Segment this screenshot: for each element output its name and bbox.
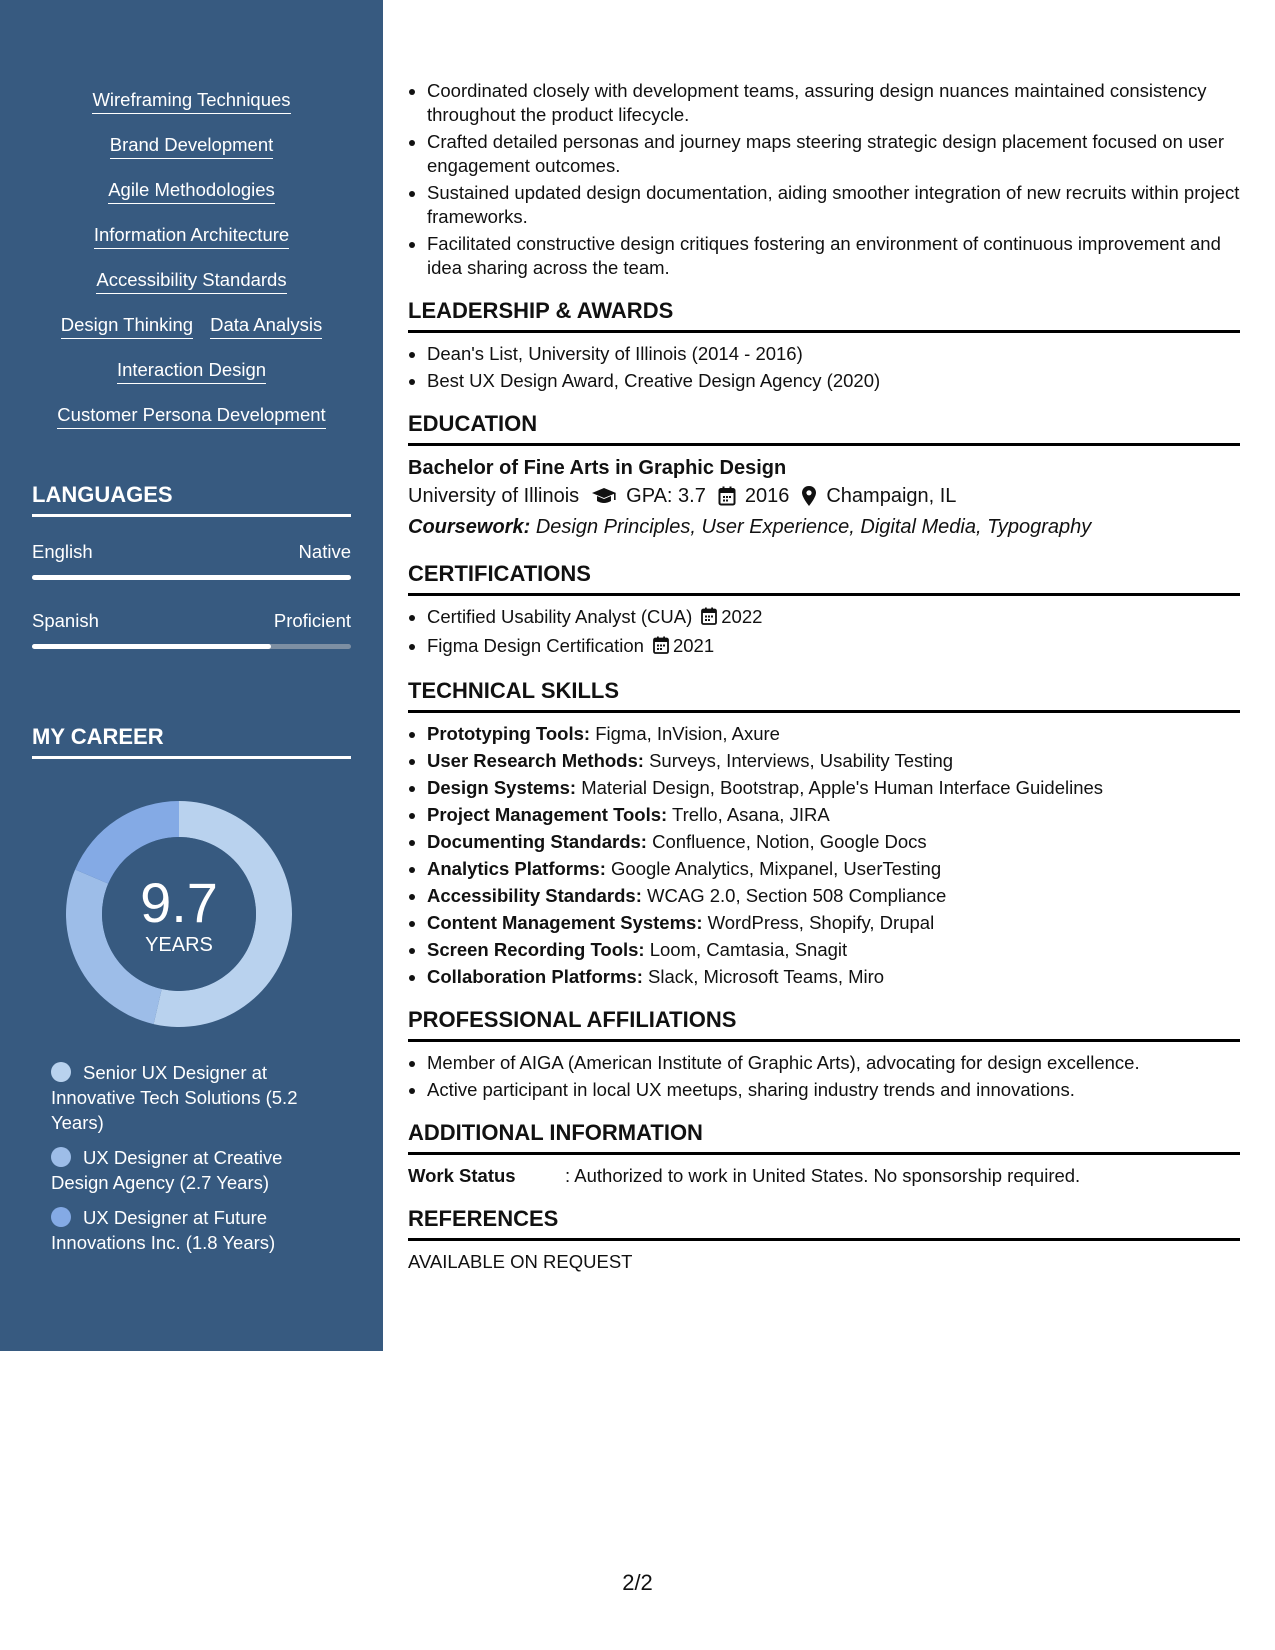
technical-skill-value: Figma, InVision, Axure <box>595 723 780 744</box>
technical-skill-label: Analytics Platforms: <box>427 858 606 879</box>
experience-bullet: • Sustained updated design documentation, aiding smoother integration of new recruits within project frameworks. <box>427 181 1240 229</box>
work-status-row <box>408 1164 1240 1188</box>
technical-skill-value: Trello, Asana, JIRA <box>672 804 830 825</box>
work-status-label: Work Status <box>408 1165 516 1186</box>
language-name: Spanish <box>32 610 99 631</box>
technical-skill-label: Documenting Standards: <box>427 831 647 852</box>
calendar-icon <box>718 486 736 506</box>
calendar-icon <box>701 607 717 631</box>
award-item: • Dean's List, University of Illinois (2014 - 2016) <box>427 342 1240 366</box>
career-unit: YEARS <box>145 934 213 956</box>
language-level: Native <box>298 541 351 562</box>
references-text: AVAILABLE ON REQUEST <box>408 1251 633 1272</box>
skill-row <box>32 88 351 133</box>
education-location: Champaign, IL <box>826 485 957 507</box>
leadership-heading: LEADERSHIP & AWARDS <box>408 298 1240 333</box>
technical-skills-list <box>408 722 1240 989</box>
leadership-list <box>408 342 1240 393</box>
technical-skill-value: Confluence, Notion, Google Docs <box>652 831 927 852</box>
language-level: Proficient <box>273 610 351 631</box>
graduation-year: 2016 <box>744 485 790 507</box>
certification-item <box>427 605 1240 631</box>
language-bar <box>32 644 351 649</box>
experience-bullet: • Facilitated constructive design critiques fostering an environment of continuous improvement and idea sharing across the team. <box>427 232 1240 280</box>
work-status-value: : Authorized to work in United States. No sponsorship required. <box>565 1165 1081 1186</box>
page-number: 2/2 <box>622 1570 653 1595</box>
affiliations-list <box>408 1051 1240 1102</box>
affiliation-item: • Active participant in local UX meetups, sharing industry trends and innovations. <box>427 1078 1240 1102</box>
skill-tag: Data Analysis <box>210 313 322 339</box>
career-total: 9.7 <box>140 871 218 934</box>
skill-row <box>32 268 351 313</box>
language-bar-fill <box>32 575 351 580</box>
skill-tag: Wireframing Techniques <box>92 88 290 114</box>
technical-skill-item <box>427 776 1240 800</box>
technical-skill-value: WordPress, Shopify, Drupal <box>707 912 935 933</box>
gpa: GPA: 3.7 <box>626 485 706 507</box>
technical-skill-item <box>427 965 1240 989</box>
skill-row <box>32 313 351 358</box>
main-content <box>408 79 1240 1274</box>
technical-skill-label: User Research Methods: <box>427 750 644 771</box>
technical-skill-value: Slack, Microsoft Teams, Miro <box>648 966 885 987</box>
technical-skill-item <box>427 749 1240 773</box>
technical-skill-label: Prototyping Tools: <box>427 723 591 744</box>
technical-skill-item <box>427 803 1240 827</box>
certification-item <box>427 634 1240 660</box>
legend-dot-icon <box>51 1147 71 1167</box>
skills-list <box>32 88 351 448</box>
technical-skills-heading: TECHNICAL SKILLS <box>408 678 1240 713</box>
skill-row <box>32 403 351 448</box>
coursework-list: Design Principles, User Experience, Digital Media, Typography <box>535 516 1092 538</box>
languages-heading: LANGUAGES <box>32 482 351 517</box>
career-legend <box>51 1060 341 1265</box>
experience-bullet: • Coordinated closely with development teams, assuring design nuances maintained consistency throughout the product lifecycle. <box>427 79 1240 127</box>
technical-skill-item <box>427 857 1240 881</box>
language-bar-fill <box>32 644 271 649</box>
education-heading: EDUCATION <box>408 411 1240 446</box>
skill-row <box>32 358 351 403</box>
technical-skill-value: Material Design, Bootstrap, Apple's Human Interface Guidelines <box>581 777 1104 798</box>
affiliations-heading: PROFESSIONAL AFFILIATIONS <box>408 1007 1240 1042</box>
references-heading: REFERENCES <box>408 1206 1240 1241</box>
graduation-cap-icon <box>591 487 617 505</box>
technical-skill-label: Screen Recording Tools: <box>427 939 645 960</box>
career-item <box>51 1145 341 1195</box>
language-spanish <box>32 609 351 649</box>
calendar-icon <box>653 636 669 660</box>
skill-tag: Interaction Design <box>117 358 266 384</box>
technical-skill-value: Surveys, Interviews, Usability Testing <box>649 750 954 771</box>
career-item-text: UX Designer at Future Innovations Inc. (1.8 Years) <box>51 1207 276 1253</box>
technical-skill-label: Design Systems: <box>427 777 577 798</box>
experience-bullet: • Crafted detailed personas and journey maps steering strategic design placement focused on user engagement outcomes. <box>427 130 1240 178</box>
certification-year: 2022 <box>721 606 763 627</box>
technical-skill-label: Collaboration Platforms: <box>427 966 643 987</box>
skill-row <box>32 133 351 178</box>
additional-info-heading: ADDITIONAL INFORMATION <box>408 1120 1240 1155</box>
technical-skill-label: Accessibility Standards: <box>427 885 642 906</box>
skill-row <box>32 223 351 268</box>
career-heading: MY CAREER <box>32 724 351 759</box>
technical-skill-item <box>427 938 1240 962</box>
technical-skill-item <box>427 884 1240 908</box>
skill-tag: Accessibility Standards <box>96 268 286 294</box>
language-name: English <box>32 541 93 562</box>
certifications-list <box>408 605 1240 660</box>
coursework-label: Coursework: <box>408 516 531 538</box>
technical-skill-label: Project Management Tools: <box>427 804 668 825</box>
career-item <box>51 1205 341 1255</box>
technical-skill-value: WCAG 2.0, Section 508 Compliance <box>647 885 947 906</box>
skill-tag: Customer Persona Development <box>57 403 325 429</box>
language-bar <box>32 575 351 580</box>
technical-skill-value: Google Analytics, Mixpanel, UserTesting <box>611 858 942 879</box>
legend-dot-icon <box>51 1207 71 1227</box>
technical-skill-value: Loom, Camtasia, Snagit <box>649 939 848 960</box>
technical-skill-item <box>427 830 1240 854</box>
technical-skill-item <box>427 722 1240 746</box>
certification-year: 2021 <box>672 635 715 656</box>
education-details <box>408 481 1240 511</box>
affiliation-item: • Member of AIGA (American Institute of Graphic Arts), advocating for design excellence. <box>427 1051 1240 1075</box>
skill-tag: Design Thinking <box>61 313 193 339</box>
degree-title: Bachelor of Fine Arts in Graphic Design <box>408 457 787 479</box>
career-item <box>51 1060 341 1135</box>
technical-skill-label: Content Management Systems: <box>427 912 703 933</box>
certifications-heading: CERTIFICATIONS <box>408 561 1240 596</box>
location-pin-icon <box>801 485 817 507</box>
experience-bullets <box>408 79 1240 280</box>
skill-tag: Agile Methodologies <box>108 178 275 204</box>
skill-row <box>32 178 351 223</box>
sidebar <box>0 0 383 1351</box>
legend-dot-icon <box>51 1062 71 1082</box>
school-name: University of Illinois <box>408 485 580 507</box>
certification-name: Figma Design Certification <box>427 635 644 656</box>
language-english <box>32 540 351 580</box>
skill-tag: Brand Development <box>110 133 274 159</box>
award-item: • Best UX Design Award, Creative Design Agency (2020) <box>427 369 1240 393</box>
skill-tag: Information Architecture <box>94 223 289 249</box>
coursework <box>408 511 1240 543</box>
career-item-text: UX Designer at Creative Design Agency (2.7 Years) <box>51 1147 283 1193</box>
certification-name: Certified Usability Analyst (CUA) <box>427 606 693 627</box>
career-donut-chart <box>66 801 292 1027</box>
career-item-text: Senior UX Designer at Innovative Tech Solutions (5.2 Years) <box>51 1062 298 1133</box>
technical-skill-item <box>427 911 1240 935</box>
